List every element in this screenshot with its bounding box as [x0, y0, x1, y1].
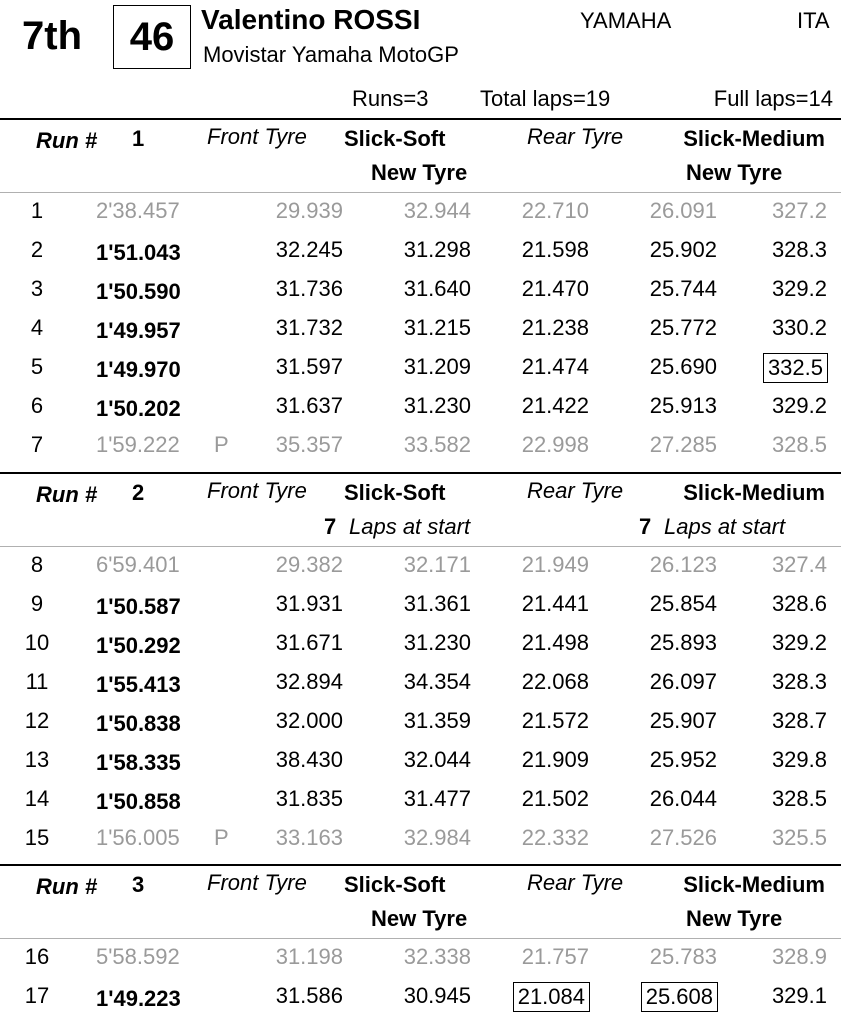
top-speed: 328.3	[771, 669, 827, 694]
sector-4-time: 25.902	[649, 237, 717, 262]
rider-name: Valentino ROSSI	[201, 4, 421, 35]
sector-1-time: 32.000	[275, 708, 343, 733]
sector-2-time: 32.044	[403, 747, 471, 772]
top-speed: 327.4	[771, 552, 827, 577]
sector-2-time: 31.230	[403, 630, 471, 655]
lap-time: 1'56.005	[96, 825, 180, 850]
sector-1-time: 33.163	[275, 825, 343, 850]
rear-tyre-label: Rear Tyre	[527, 124, 624, 149]
sector-3-time: 21.238	[521, 315, 589, 340]
rear-tyre-laps-count: 7	[639, 514, 652, 539]
sector-1-time: 38.430	[275, 747, 343, 772]
sector-1-time: 31.597	[275, 354, 343, 379]
front-tyre-state: Laps at start	[349, 514, 471, 539]
front-tyre-laps-count: 7	[324, 514, 337, 539]
sector-4-time: 26.044	[649, 786, 717, 811]
top-speed: 329.8	[771, 747, 827, 772]
lap-number: 8	[30, 552, 44, 577]
sector-4-time: 25.608	[642, 983, 717, 1011]
sector-3-time: 21.502	[521, 786, 589, 811]
top-speed: 329.1	[771, 983, 827, 1008]
sector-2-time: 30.945	[403, 983, 471, 1008]
top-speed: 328.6	[771, 591, 827, 616]
sector-4-time: 25.783	[649, 944, 717, 969]
lap-row	[0, 198, 841, 237]
pit-indicator: P	[214, 432, 229, 457]
sector-2-time: 31.640	[403, 276, 471, 301]
lap-number: 9	[30, 591, 44, 616]
top-speed: 328.9	[771, 944, 827, 969]
lap-time: 5'58.592	[96, 944, 180, 969]
lap-row	[0, 315, 841, 354]
sector-2-time: 31.361	[403, 591, 471, 616]
sector-4-time: 27.526	[649, 825, 717, 850]
sector-2-time: 34.354	[403, 669, 471, 694]
lap-time: 1'50.590	[96, 279, 181, 304]
lap-time: 1'50.858	[96, 789, 181, 814]
pit-indicator: P	[214, 825, 229, 850]
lap-number: 16	[24, 944, 50, 969]
sector-3-time: 22.332	[521, 825, 589, 850]
sector-4-time: 26.097	[649, 669, 717, 694]
front-tyre-compound: Slick-Soft	[344, 480, 446, 505]
top-speed: 328.3	[771, 237, 827, 262]
lap-row	[0, 983, 841, 1022]
lap-time: 1'58.335	[96, 750, 181, 775]
front-tyre-label: Front Tyre	[207, 124, 307, 149]
front-tyre-label: Front Tyre	[207, 870, 307, 895]
lap-row	[0, 825, 841, 864]
sector-4-time: 25.854	[649, 591, 717, 616]
lap-time: 1'50.587	[96, 594, 181, 619]
sector-3-time: 21.474	[521, 354, 589, 379]
sector-2-time: 31.209	[403, 354, 471, 379]
sector-1-time: 31.732	[275, 315, 343, 340]
lap-time: 2'38.457	[96, 198, 180, 223]
top-speed: 329.2	[771, 630, 827, 655]
top-speed: 330.2	[771, 315, 827, 340]
sector-3-time: 21.757	[521, 944, 589, 969]
sector-1-time: 31.931	[275, 591, 343, 616]
run-header-divider	[0, 546, 841, 547]
sector-4-time: 25.893	[649, 630, 717, 655]
lap-row	[0, 237, 841, 276]
total-laps: Total laps=19	[480, 86, 611, 111]
sector-4-time: 26.091	[649, 198, 717, 223]
lap-number: 14	[24, 786, 50, 811]
lap-number: 17	[24, 983, 50, 1008]
lap-number: 5	[30, 354, 44, 379]
sector-1-time: 35.357	[275, 432, 343, 457]
sector-1-time: 29.382	[275, 552, 343, 577]
rear-tyre-compound: Slick-Medium	[683, 872, 825, 897]
rear-tyre-compound: Slick-Medium	[683, 480, 825, 505]
sector-1-time: 31.198	[275, 944, 343, 969]
sector-3-time: 22.068	[521, 669, 589, 694]
sector-3-time: 22.998	[521, 432, 589, 457]
lap-number: 2	[30, 237, 44, 262]
lap-row	[0, 354, 841, 393]
rear-tyre-state: New Tyre	[686, 160, 783, 185]
lap-row	[0, 669, 841, 708]
manufacturer: YAMAHA	[580, 8, 672, 33]
lap-time: 1'59.222	[96, 432, 180, 457]
sector-4-time: 25.913	[649, 393, 717, 418]
top-speed: 329.2	[771, 393, 827, 418]
rear-tyre-state: New Tyre	[686, 906, 783, 931]
run-label: Run #	[36, 482, 98, 507]
sector-3-time: 21.084	[514, 983, 589, 1011]
lap-row	[0, 747, 841, 786]
sector-1-time: 31.637	[275, 393, 343, 418]
sector-3-time: 21.441	[521, 591, 589, 616]
sector-2-time: 33.582	[403, 432, 471, 457]
lap-time: 1'49.957	[96, 318, 181, 343]
lap-time: 1'51.043	[96, 240, 181, 265]
top-speed: 328.5	[771, 432, 827, 457]
lap-row	[0, 630, 841, 669]
sector-2-time: 31.215	[403, 315, 471, 340]
rear-tyre-label: Rear Tyre	[527, 478, 624, 503]
front-tyre-compound: Slick-Soft	[344, 126, 446, 151]
top-speed: 329.2	[771, 276, 827, 301]
rider-number-box: 46	[113, 5, 191, 69]
sector-3-time: 21.572	[521, 708, 589, 733]
sector-3-time: 22.710	[521, 198, 589, 223]
run-number: 3	[132, 872, 145, 897]
sector-3-time: 21.598	[521, 237, 589, 262]
lap-time: 1'49.970	[96, 357, 181, 382]
lap-row	[0, 552, 841, 591]
sector-1-time: 31.736	[275, 276, 343, 301]
lap-row	[0, 708, 841, 747]
lap-time: 1'55.413	[96, 672, 181, 697]
full-laps: Full laps=14	[713, 86, 833, 111]
lap-row	[0, 276, 841, 315]
run-number: 1	[132, 126, 145, 151]
lap-time: 1'50.838	[96, 711, 181, 736]
lap-time: 1'50.292	[96, 633, 181, 658]
lap-row	[0, 393, 841, 432]
lap-number: 15	[24, 825, 50, 850]
run-number: 2	[132, 480, 145, 505]
lap-row	[0, 432, 841, 471]
lap-number: 10	[24, 630, 50, 655]
sector-2-time: 32.338	[403, 944, 471, 969]
lap-row	[0, 786, 841, 825]
sector-2-time: 31.359	[403, 708, 471, 733]
run-label: Run #	[36, 874, 98, 899]
rear-tyre-state: Laps at start	[664, 514, 786, 539]
run-top-rule	[0, 118, 841, 120]
sector-4-time: 25.907	[649, 708, 717, 733]
run-top-rule	[0, 864, 841, 866]
sector-2-time: 32.984	[403, 825, 471, 850]
lap-number: 7	[30, 432, 44, 457]
team-name: Movistar Yamaha MotoGP	[203, 42, 459, 67]
top-speed: 327.2	[771, 198, 827, 223]
lap-row	[0, 591, 841, 630]
rear-tyre-compound: Slick-Medium	[683, 126, 825, 151]
rider-position: 7th	[22, 14, 82, 58]
top-speed: 328.7	[771, 708, 827, 733]
nation: ITA	[797, 8, 830, 33]
front-tyre-label: Front Tyre	[207, 478, 307, 503]
sector-3-time: 21.949	[521, 552, 589, 577]
lap-row	[0, 944, 841, 983]
lap-time: 1'50.202	[96, 396, 181, 421]
lap-time: 6'59.401	[96, 552, 180, 577]
run-top-rule	[0, 472, 841, 474]
sector-1-time: 31.835	[275, 786, 343, 811]
run-header-divider	[0, 192, 841, 193]
top-speed: 328.5	[771, 786, 827, 811]
sector-2-time: 31.298	[403, 237, 471, 262]
lap-time: 1'49.223	[96, 986, 181, 1011]
lap-number: 11	[25, 669, 49, 694]
sector-2-time: 32.944	[403, 198, 471, 223]
top-speed: 325.5	[771, 825, 827, 850]
run-header-divider	[0, 938, 841, 939]
front-tyre-compound: Slick-Soft	[344, 872, 446, 897]
front-tyre-state: New Tyre	[371, 160, 468, 185]
sector-2-time: 31.230	[403, 393, 471, 418]
rear-tyre-label: Rear Tyre	[527, 870, 624, 895]
sector-1-time: 29.939	[275, 198, 343, 223]
sector-4-time: 25.690	[649, 354, 717, 379]
lap-number: 6	[30, 393, 44, 418]
lap-number: 13	[24, 747, 50, 772]
lap-number: 1	[30, 198, 44, 223]
lap-number: 12	[24, 708, 50, 733]
runs-count: Runs=3	[352, 86, 429, 111]
run-label: Run #	[36, 128, 98, 153]
sector-2-time: 31.477	[403, 786, 471, 811]
sector-2-time: 32.171	[403, 552, 471, 577]
top-speed: 332.5	[764, 354, 827, 382]
sector-3-time: 21.422	[521, 393, 589, 418]
sector-1-time: 31.586	[275, 983, 343, 1008]
sector-4-time: 25.772	[649, 315, 717, 340]
lap-number: 3	[30, 276, 44, 301]
front-tyre-state: New Tyre	[371, 906, 468, 931]
sector-3-time: 21.498	[521, 630, 589, 655]
sector-4-time: 26.123	[649, 552, 717, 577]
lap-number: 4	[30, 315, 44, 340]
sector-1-time: 32.894	[275, 669, 343, 694]
sector-3-time: 21.470	[521, 276, 589, 301]
sector-3-time: 21.909	[521, 747, 589, 772]
sector-1-time: 32.245	[275, 237, 343, 262]
sector-4-time: 25.744	[649, 276, 717, 301]
sector-1-time: 31.671	[275, 630, 343, 655]
sector-4-time: 25.952	[649, 747, 717, 772]
sector-4-time: 27.285	[649, 432, 717, 457]
